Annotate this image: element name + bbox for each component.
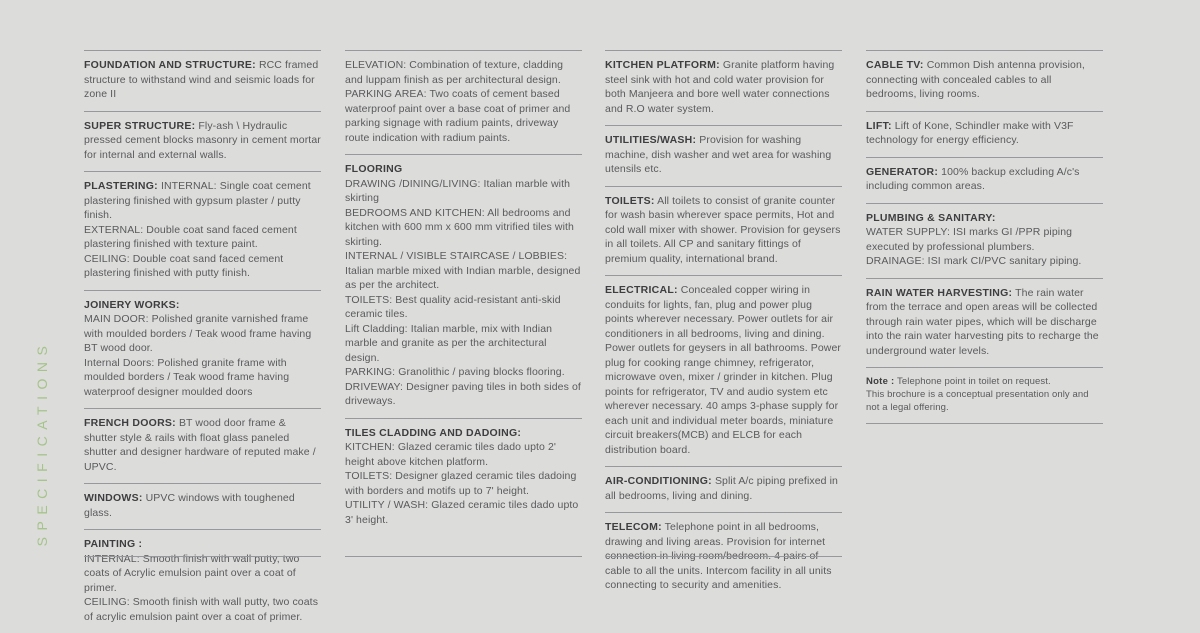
spec-section	[84, 50, 321, 111]
spec-paragraph	[866, 58, 1103, 102]
spec-section	[866, 50, 1103, 111]
spec-text: DRAINAGE: ISI mark CI/PVC sanitary piping.	[866, 255, 1082, 267]
spec-paragraph	[866, 254, 1103, 269]
spec-paragraph	[84, 298, 321, 313]
spec-section	[345, 418, 582, 537]
spec-label: SUPER STRUCTURE:	[84, 119, 196, 132]
spec-text: BEDROOMS AND KITCHEN: All bedrooms and kitchen with 600 mm x 600 mm vitrified tiles with skirting.	[345, 206, 574, 248]
spec-section	[84, 529, 321, 633]
spec-paragraph	[345, 293, 582, 322]
spec-text: Telephone point in all bedrooms, drawing and living areas. Provision for internet connection in living room/bedroom. 4 pairs of cable to all the units. Intercom facility in all units connecting to security and amenities.	[605, 521, 832, 591]
spec-paragraph	[866, 286, 1103, 359]
spec-label: PLASTERING:	[84, 180, 158, 192]
spec-paragraph	[345, 249, 582, 293]
spec-section	[866, 367, 1103, 424]
spec-section	[345, 154, 582, 418]
spec-paragraph	[345, 162, 582, 177]
spec-section	[84, 111, 321, 172]
spec-text: DRIVEWAY: Designer paving tiles in both sides of driveways.	[345, 380, 581, 407]
spec-text: PARKING AREA: Two coats of cement based waterproof paint over a base coat of primer and parking signage with radium paints, driveway route indication with radium paints.	[345, 88, 571, 144]
spec-label: LIFT:	[866, 119, 892, 132]
spec-paragraph	[605, 474, 842, 503]
spec-paragraph	[84, 58, 321, 102]
spec-text: Lift of Kone, Schindler make with V3F technology for energy efficiency.	[866, 119, 1074, 146]
spec-section	[605, 466, 842, 512]
spec-section	[866, 278, 1103, 368]
spec-text: CEILING: Double coat sand faced cement plastering finished with putty finish.	[84, 252, 284, 279]
spec-section	[84, 290, 321, 409]
spec-label: FRENCH DOORS:	[84, 417, 176, 429]
spec-section	[866, 203, 1103, 278]
spec-paragraph	[84, 491, 321, 520]
spec-label: RAIN WATER HARVESTING:	[866, 286, 1013, 299]
spec-paragraph	[866, 388, 1103, 414]
spec-paragraph	[345, 498, 582, 527]
spec-label: TELECOM:	[605, 521, 662, 533]
spec-text: Common Dish antenna provision, connecting with concealed cables to all bedrooms, living rooms.	[866, 59, 1085, 100]
spec-text: KITCHEN: Glazed ceramic tiles dado upto 2' height above kitchen platform.	[345, 441, 557, 468]
spec-text: UTILITY / WASH: Glazed ceramic tiles dado upto 3' height.	[345, 499, 579, 526]
spec-text: MAIN DOOR: Polished granite varnished frame with moulded borders / Teak wood frame having BT wood door.	[84, 313, 312, 354]
spec-paragraph	[866, 165, 1103, 194]
spec-paragraph	[84, 179, 321, 223]
spec-label: UTILITIES/WASH:	[605, 134, 697, 146]
spec-paragraph	[84, 119, 321, 163]
spec-paragraph	[345, 87, 582, 145]
spec-paragraph	[345, 469, 582, 498]
spec-section	[866, 111, 1103, 157]
spec-section	[84, 408, 321, 483]
spec-paragraph	[345, 365, 582, 380]
spec-text: The rain water from the terrace and open areas will be collected through rain water pipes, which will be discharge into the rain water harvesting pits to recharge the underground water levels.	[866, 286, 1099, 357]
spec-paragraph	[345, 440, 582, 469]
spec-paragraph	[345, 206, 582, 250]
spec-text: 100% backup excluding A/c's including common areas.	[866, 165, 1080, 192]
spec-label: JOINERY WORKS:	[84, 298, 180, 311]
spec-label: PAINTING :	[84, 538, 143, 550]
spec-column-4	[866, 50, 1103, 424]
column-end-rule	[345, 556, 582, 557]
spec-text: Telephone point in toilet on request.	[897, 376, 1051, 387]
spec-paragraph	[345, 380, 582, 409]
spec-text: All toilets to consist of granite counter for wash basin wherever space permits, Hot and cold wall mixer with shower. Provision for geysers in all toilets. All CP and sanitary fittings of premium quality, international brand.	[605, 194, 841, 265]
spec-text: WATER SUPPLY: ISI marks GI /PPR piping executed by professional plumbers.	[866, 226, 1073, 253]
page-title: SPECIFICATIONS	[34, 339, 50, 546]
spec-section	[605, 186, 842, 276]
spec-text: Internal Doors: Polished granite frame with moulded borders / Teak wood frame having waterproof designer moulded doors	[84, 356, 290, 398]
spec-label: KITCHEN PLATFORM:	[605, 59, 720, 71]
spec-section	[866, 157, 1103, 203]
spec-paragraph	[345, 426, 582, 441]
spec-label: TILES CLADDING AND DADOING:	[345, 426, 522, 439]
spec-text: This brochure is a conceptual presentation only and not a legal offering.	[866, 389, 1089, 413]
spec-text: TOILETS: Best quality acid-resistant anti-skid ceramic tiles.	[345, 293, 561, 320]
spec-label: FLOORING	[345, 163, 403, 175]
spec-text: Concealed copper wiring in conduits for lights, fan, plug and power plug points wherever necessary. Power outlets for air conditioners in all bedrooms, living and dining. Power outlets for geysers in all bathrooms. Power plug for cooking range chimney, refrigerator, microwave oven, mixer / grinder in kitchen. Plug points for refrigerator, TV and audio system etc wherever necessary. 40 amps 3-phase supply for each unit and individual meter boards, miniature circuit breakers(MCB) and ELCB for each distribution board.	[605, 284, 842, 456]
spec-text: BT wood door frame & shutter style & rails with float glass paneled shutter and designer hardware of reputed make / UPVC.	[84, 417, 316, 473]
spec-paragraph	[345, 322, 582, 366]
spec-paragraph	[866, 119, 1103, 148]
spec-label: FOUNDATION AND STRUCTURE:	[84, 59, 256, 71]
spec-section	[605, 125, 842, 186]
spec-column-2	[345, 50, 582, 536]
spec-paragraph	[84, 416, 321, 474]
spec-section	[84, 483, 321, 529]
spec-text: RCC framed structure to withstand wind and seismic loads for zone II	[84, 59, 319, 100]
spec-label: CABLE TV:	[866, 59, 924, 71]
spec-text: INTERNAL: Single coat cement plastering finished with gypsum plaster / putty finish.	[84, 180, 311, 221]
spec-text: INTERNAL / VISIBLE STAIRCASE / LOBBIES: Italian marble mixed with Indian marble, designed as per the architect.	[345, 250, 581, 291]
spec-paragraph	[605, 58, 842, 116]
column-end-rule	[84, 556, 321, 557]
spec-paragraph	[605, 283, 842, 457]
spec-column-3	[605, 50, 842, 602]
spec-section	[605, 275, 842, 466]
spec-paragraph	[866, 225, 1103, 254]
spec-paragraph	[345, 58, 582, 87]
spec-text: ELEVATION: Combination of texture, cladding and luppam finish as per architectural design.	[345, 59, 564, 86]
spec-text: PARKING: Granolithic / paving blocks flooring.	[345, 366, 565, 378]
spec-paragraph	[605, 194, 842, 267]
spec-label: Note :	[866, 376, 895, 387]
spec-paragraph	[84, 552, 321, 596]
spec-label: TOILETS:	[605, 194, 655, 207]
spec-label: AIR-CONDITIONING:	[605, 475, 712, 487]
spec-text: Split A/c piping prefixed in all bedrooms, living and dining.	[605, 475, 838, 502]
spec-text: Provision for washing machine, dish washer and wet area for washing utensils etc.	[605, 134, 832, 175]
spec-paragraph	[84, 537, 321, 552]
column-end-rule	[605, 556, 842, 557]
spec-label: ELECTRICAL:	[605, 284, 678, 296]
spec-text: CEILING: Smooth finish with wall putty, two coats of acrylic emulsion paint over a coat of primer.	[84, 596, 319, 623]
spec-label: GENERATOR:	[866, 165, 939, 178]
spec-text: Granite platform having steel sink with hot and cold water provision for both Manjeera and bore well water connections and R.O water system.	[605, 59, 835, 115]
spec-column-1	[84, 50, 321, 633]
spec-paragraph	[866, 211, 1103, 226]
spec-label: PLUMBING & SANITARY:	[866, 211, 996, 224]
vertical-title	[14, 335, 70, 550]
spec-paragraph	[84, 312, 321, 356]
spec-paragraph	[84, 252, 321, 281]
spec-section	[84, 171, 321, 290]
spec-text: UPVC windows with toughened glass.	[84, 492, 295, 519]
spec-paragraph	[84, 356, 321, 400]
spec-text: TOILETS: Designer glazed ceramic tiles dadoing with borders and motifs up to 7' height.	[345, 470, 577, 497]
spec-text: EXTERNAL: Double coat sand faced cement plastering finished with texture paint.	[84, 223, 297, 250]
spec-section	[605, 50, 842, 125]
spec-section	[345, 50, 582, 154]
spec-paragraph	[866, 375, 1103, 388]
spec-text: Fly-ash \ Hydraulic pressed cement blocks masonry in cement mortar for internal and external walls.	[84, 119, 321, 161]
spec-paragraph	[345, 177, 582, 206]
spec-paragraph	[84, 223, 321, 252]
spec-paragraph	[84, 595, 321, 624]
spec-text: INTERNAL: Smooth finish with wall putty, two coats of Acrylic emulsion paint over a coat of primer.	[84, 552, 300, 594]
spec-text: Lift Cladding: Italian marble, mix with Indian marble and granite as per the architectural design.	[345, 322, 553, 364]
spec-text: DRAWING /DINING/LIVING: Italian marble with skirting	[345, 177, 571, 204]
spec-label: WINDOWS:	[84, 492, 143, 504]
spec-paragraph	[605, 133, 842, 177]
